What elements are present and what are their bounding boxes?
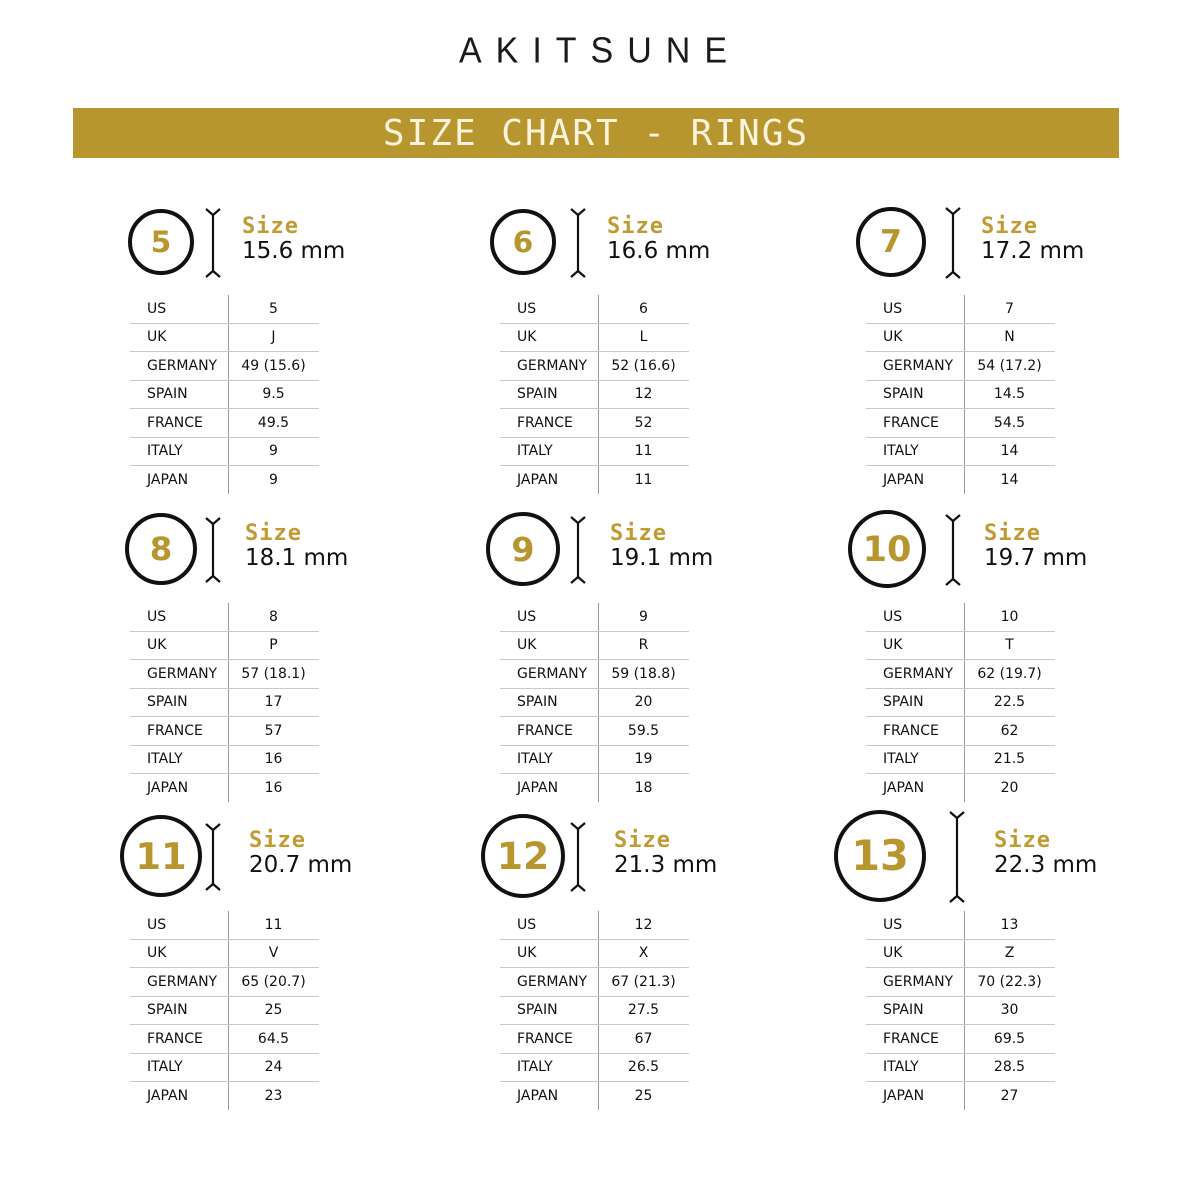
- size-value: 22.5: [964, 688, 1055, 717]
- size-conversion-table: [130, 295, 319, 494]
- table-row: [500, 1025, 689, 1054]
- table-row: [130, 939, 319, 968]
- diameter-gauge-icon: [203, 823, 223, 891]
- table-row: [866, 295, 1055, 323]
- size-value: 7: [964, 295, 1055, 323]
- size-value: P: [228, 631, 319, 660]
- country-label: US: [866, 603, 964, 631]
- size-value: 9: [598, 603, 689, 631]
- country-label: GERMANY: [500, 968, 598, 997]
- table-row: [866, 352, 1055, 381]
- size-value: 27.5: [598, 996, 689, 1025]
- table-row: [130, 603, 319, 631]
- size-value: 49.5: [228, 409, 319, 438]
- country-label: SPAIN: [130, 380, 228, 409]
- country-label: GERMANY: [500, 352, 598, 381]
- table-row: [500, 466, 689, 494]
- country-label: GERMANY: [866, 660, 964, 689]
- country-label: SPAIN: [500, 996, 598, 1025]
- size-value: 11: [598, 437, 689, 466]
- size-label: Size: [249, 828, 306, 853]
- country-label: US: [500, 295, 598, 323]
- table-row: [866, 911, 1055, 939]
- table-row: [500, 603, 689, 631]
- size-value: 19: [598, 745, 689, 774]
- table-row: [130, 717, 319, 746]
- country-label: ITALY: [130, 1053, 228, 1082]
- country-label: UK: [500, 939, 598, 968]
- country-label: SPAIN: [500, 380, 598, 409]
- size-value: 14: [964, 437, 1055, 466]
- country-label: US: [130, 911, 228, 939]
- size-conversion-table: [866, 911, 1055, 1110]
- size-value: 8: [228, 603, 319, 631]
- ring-size-number: 11: [135, 834, 187, 878]
- ring-size-icon: [486, 512, 560, 586]
- table-row: [130, 774, 319, 802]
- country-label: FRANCE: [866, 1025, 964, 1054]
- ring-size-number: 8: [149, 530, 173, 568]
- table-row: [866, 968, 1055, 997]
- size-value: 17: [228, 688, 319, 717]
- country-label: ITALY: [866, 437, 964, 466]
- banner-title: SIZE CHART - RINGS: [382, 112, 810, 154]
- country-label: FRANCE: [130, 409, 228, 438]
- country-label: UK: [866, 631, 964, 660]
- ring-size-icon: [128, 209, 194, 275]
- country-label: FRANCE: [866, 409, 964, 438]
- ring-size-number: 5: [150, 224, 172, 260]
- size-value: 9.5: [228, 380, 319, 409]
- size-value: 10: [964, 603, 1055, 631]
- size-value: 54 (17.2): [964, 352, 1055, 381]
- size-value: T: [964, 631, 1055, 660]
- size-value: 20: [598, 688, 689, 717]
- size-value: 16: [264, 779, 283, 796]
- size-value: 6: [598, 295, 689, 323]
- country-label: FRANCE: [130, 717, 228, 746]
- table-row: [866, 996, 1055, 1025]
- table-row: [500, 631, 689, 660]
- ring-size-number: 9: [511, 529, 535, 569]
- table-row: [866, 323, 1055, 352]
- size-label: Size: [610, 521, 667, 546]
- size-value: 5: [228, 295, 319, 323]
- country-label: FRANCE: [866, 717, 964, 746]
- size-value: 23: [264, 1087, 283, 1104]
- ring-size-icon: [125, 513, 197, 585]
- country-label: GERMANY: [130, 660, 228, 689]
- country-label: US: [866, 295, 964, 323]
- country-label: UK: [866, 323, 964, 352]
- size-diameter-mm: 18.1 mm: [245, 545, 349, 571]
- size-value: 69.5: [964, 1025, 1055, 1054]
- ring-size-icon: [490, 209, 556, 275]
- country-label: JAPAN: [866, 466, 964, 494]
- ring-size-number: 12: [496, 834, 550, 878]
- table-row: [500, 911, 689, 939]
- ring-size-icon: [856, 207, 926, 277]
- country-label: JAPAN: [500, 774, 598, 802]
- size-diameter-mm: 15.6 mm: [242, 238, 346, 264]
- country-label: FRANCE: [130, 1025, 228, 1054]
- size-value: 59 (18.8): [598, 660, 689, 689]
- country-label: SPAIN: [866, 688, 964, 717]
- table-row: [500, 660, 689, 689]
- size-value: 67: [598, 1025, 689, 1054]
- diameter-gauge-icon: [947, 811, 967, 903]
- country-label: GERMANY: [500, 660, 598, 689]
- ring-size-icon: [848, 510, 926, 588]
- size-value: 18: [634, 779, 653, 796]
- table-row: [130, 911, 319, 939]
- size-value: 65 (20.7): [228, 968, 319, 997]
- country-label: ITALY: [130, 745, 228, 774]
- diameter-gauge-icon: [203, 517, 223, 583]
- diameter-gauge-icon: [568, 208, 588, 278]
- size-value: 30: [964, 996, 1055, 1025]
- table-row: [500, 996, 689, 1025]
- diameter-gauge-icon: [943, 514, 963, 586]
- country-label: UK: [130, 631, 228, 660]
- table-row: [866, 717, 1055, 746]
- size-diameter-mm: 17.2 mm: [981, 238, 1085, 264]
- table-row: [866, 660, 1055, 689]
- ring-size-number: 10: [862, 528, 912, 570]
- ring-size-icon: [834, 810, 926, 902]
- size-conversion-table: [866, 295, 1055, 494]
- diameter-gauge-icon: [203, 208, 223, 278]
- ring-size-icon: [481, 814, 565, 898]
- size-diameter-mm: 22.3 mm: [994, 852, 1098, 878]
- size-value: 25: [228, 996, 319, 1025]
- table-row: [500, 1082, 689, 1110]
- size-label: Size: [614, 828, 671, 853]
- table-row: [500, 968, 689, 997]
- size-label: Size: [245, 521, 302, 546]
- size-value: 52 (16.6): [598, 352, 689, 381]
- table-row: [130, 466, 319, 494]
- country-label: GERMANY: [866, 352, 964, 381]
- ring-size-icon: [120, 815, 202, 897]
- size-value: 27: [1000, 1087, 1019, 1104]
- table-row: [130, 968, 319, 997]
- size-value: V: [228, 939, 319, 968]
- size-label: Size: [242, 214, 299, 239]
- table-row: [866, 1053, 1055, 1082]
- country-label: JAPAN: [500, 466, 598, 494]
- table-row: [866, 939, 1055, 968]
- table-row: [130, 631, 319, 660]
- size-value: 49 (15.6): [228, 352, 319, 381]
- country-label: SPAIN: [130, 996, 228, 1025]
- country-label: SPAIN: [866, 380, 964, 409]
- table-row: [866, 1025, 1055, 1054]
- country-label: UK: [500, 323, 598, 352]
- size-value: 12: [598, 911, 689, 939]
- country-label: US: [130, 603, 228, 631]
- diameter-gauge-icon: [943, 207, 963, 279]
- table-row: [130, 660, 319, 689]
- table-row: [866, 380, 1055, 409]
- size-diameter-mm: 19.1 mm: [610, 545, 714, 571]
- diameter-gauge-icon: [568, 516, 588, 584]
- country-label: JAPAN: [130, 1082, 228, 1110]
- country-label: US: [500, 911, 598, 939]
- size-value: 54.5: [964, 409, 1055, 438]
- country-label: JAPAN: [130, 774, 228, 802]
- size-conversion-table: [866, 603, 1055, 802]
- country-label: JAPAN: [866, 774, 964, 802]
- size-conversion-table: [500, 911, 689, 1110]
- table-row: [500, 352, 689, 381]
- country-label: UK: [500, 631, 598, 660]
- country-label: US: [130, 295, 228, 323]
- country-label: ITALY: [130, 437, 228, 466]
- country-label: UK: [130, 939, 228, 968]
- size-diameter-mm: 19.7 mm: [984, 545, 1088, 571]
- size-value: 57 (18.1): [228, 660, 319, 689]
- table-row: [500, 745, 689, 774]
- size-value: 9: [228, 437, 319, 466]
- size-label: Size: [984, 521, 1041, 546]
- size-value: 16: [228, 745, 319, 774]
- country-label: UK: [866, 939, 964, 968]
- country-label: JAPAN: [500, 1082, 598, 1110]
- country-label: FRANCE: [500, 409, 598, 438]
- country-label: GERMANY: [130, 968, 228, 997]
- table-row: [500, 717, 689, 746]
- ring-size-number: 6: [512, 224, 534, 260]
- size-value: 62 (19.7): [964, 660, 1055, 689]
- size-value: 13: [964, 911, 1055, 939]
- country-label: ITALY: [500, 437, 598, 466]
- table-row: [500, 295, 689, 323]
- size-value: 24: [228, 1053, 319, 1082]
- table-row: [500, 380, 689, 409]
- table-row: [866, 466, 1055, 494]
- table-row: [866, 688, 1055, 717]
- size-conversion-table: [130, 911, 319, 1110]
- country-label: US: [866, 911, 964, 939]
- size-value: R: [598, 631, 689, 660]
- size-value: 9: [269, 471, 278, 488]
- table-row: [130, 352, 319, 381]
- size-value: X: [598, 939, 689, 968]
- table-row: [866, 631, 1055, 660]
- size-value: 11: [634, 471, 653, 488]
- size-diameter-mm: 20.7 mm: [249, 852, 353, 878]
- table-row: [130, 380, 319, 409]
- size-value: 62: [964, 717, 1055, 746]
- country-label: US: [500, 603, 598, 631]
- size-value: 25: [634, 1087, 653, 1104]
- ring-size-number: 7: [880, 224, 902, 260]
- country-label: ITALY: [866, 745, 964, 774]
- table-row: [866, 603, 1055, 631]
- size-value: 20: [1000, 779, 1019, 796]
- country-label: FRANCE: [500, 717, 598, 746]
- country-label: ITALY: [866, 1053, 964, 1082]
- table-row: [500, 774, 689, 802]
- brand-logo: AKITSUNE: [458, 31, 742, 71]
- table-row: [866, 745, 1055, 774]
- size-conversion-table: [500, 603, 689, 802]
- size-value: 64.5: [228, 1025, 319, 1054]
- size-label: Size: [981, 214, 1038, 239]
- country-label: FRANCE: [500, 1025, 598, 1054]
- table-row: [130, 295, 319, 323]
- table-row: [130, 688, 319, 717]
- table-row: [500, 939, 689, 968]
- size-diameter-mm: 16.6 mm: [607, 238, 711, 264]
- size-conversion-table: [130, 603, 319, 802]
- size-value: 70 (22.3): [964, 968, 1055, 997]
- size-value: 52: [598, 409, 689, 438]
- country-label: GERMANY: [866, 968, 964, 997]
- size-value: 21.5: [964, 745, 1055, 774]
- table-row: [130, 409, 319, 438]
- country-label: SPAIN: [866, 996, 964, 1025]
- country-label: JAPAN: [866, 1082, 964, 1110]
- size-diameter-mm: 21.3 mm: [614, 852, 718, 878]
- table-row: [130, 1082, 319, 1110]
- table-row: [130, 323, 319, 352]
- table-row: [500, 437, 689, 466]
- table-row: [130, 1053, 319, 1082]
- table-row: [130, 996, 319, 1025]
- size-value: 67 (21.3): [598, 968, 689, 997]
- table-row: [866, 437, 1055, 466]
- size-conversion-table: [500, 295, 689, 494]
- table-row: [130, 437, 319, 466]
- size-value: Z: [964, 939, 1055, 968]
- table-row: [866, 774, 1055, 802]
- size-value: 12: [598, 380, 689, 409]
- table-row: [500, 688, 689, 717]
- ring-size-number: 13: [851, 832, 909, 880]
- size-value: 26.5: [598, 1053, 689, 1082]
- size-label: Size: [994, 828, 1051, 853]
- size-value: 59.5: [598, 717, 689, 746]
- country-label: UK: [130, 323, 228, 352]
- country-label: SPAIN: [500, 688, 598, 717]
- country-label: ITALY: [500, 745, 598, 774]
- size-value: 11: [228, 911, 319, 939]
- table-row: [866, 1082, 1055, 1110]
- country-label: GERMANY: [130, 352, 228, 381]
- table-row: [130, 1025, 319, 1054]
- size-value: 28.5: [964, 1053, 1055, 1082]
- country-label: JAPAN: [130, 466, 228, 494]
- table-row: [500, 1053, 689, 1082]
- country-label: SPAIN: [130, 688, 228, 717]
- table-row: [500, 323, 689, 352]
- size-value: L: [598, 323, 689, 352]
- size-label: Size: [607, 214, 664, 239]
- size-value: J: [228, 323, 319, 352]
- size-value: 57: [228, 717, 319, 746]
- country-label: ITALY: [500, 1053, 598, 1082]
- size-value: 14: [1000, 471, 1019, 488]
- table-row: [130, 745, 319, 774]
- size-value: 14.5: [964, 380, 1055, 409]
- table-row: [500, 409, 689, 438]
- size-value: N: [964, 323, 1055, 352]
- diameter-gauge-icon: [568, 822, 588, 892]
- table-row: [866, 409, 1055, 438]
